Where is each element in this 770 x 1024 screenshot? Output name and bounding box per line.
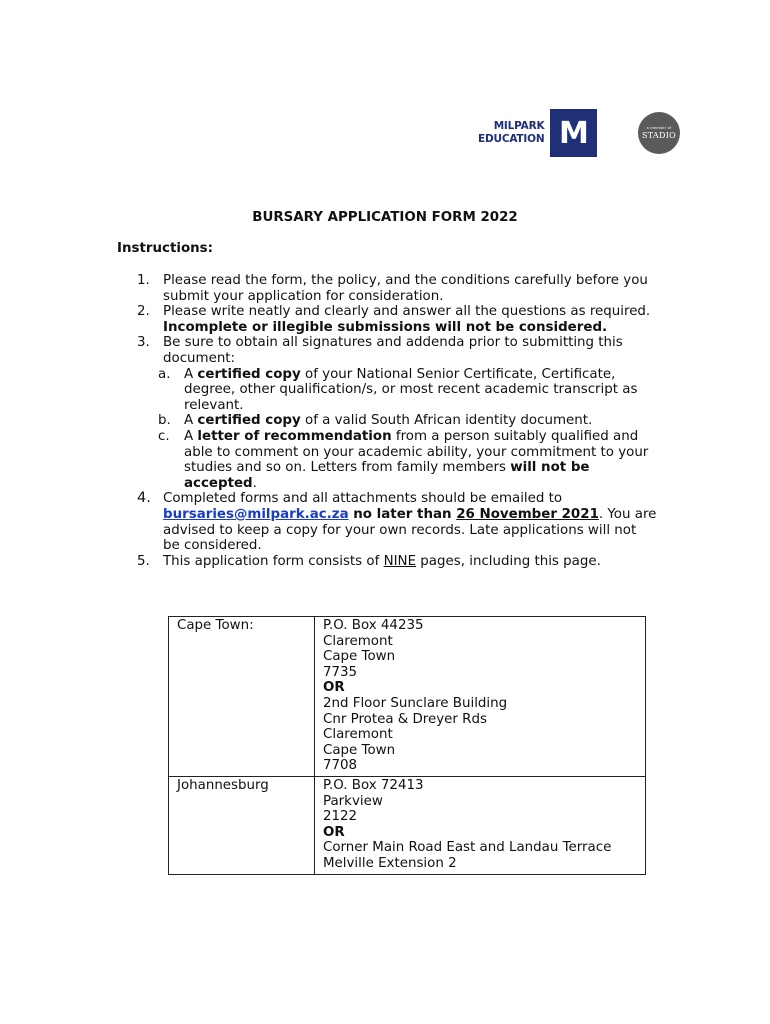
office-row	[169, 776, 646, 874]
sub-item-c	[158, 429, 657, 491]
instruction-item-1	[137, 273, 657, 304]
address-line: Claremont	[323, 727, 393, 743]
sub-item-bold: certified copy	[197, 366, 301, 382]
sub-item-b	[158, 413, 657, 429]
item-text: pages, including this page.	[416, 553, 601, 569]
sub-item-text: A	[184, 366, 198, 382]
sub-item-a	[158, 367, 657, 414]
instruction-item-2	[137, 304, 657, 335]
address-line: 7735	[323, 664, 358, 680]
address-line: Melville Extension 2	[323, 855, 457, 871]
sub-item-letter: b.	[158, 413, 171, 429]
address-line: Cnr Protea & Dreyer Rds	[323, 711, 487, 727]
instruction-item-4	[137, 491, 657, 553]
address-line: P.O. Box 44235	[323, 618, 424, 633]
address-line: Corner Main Road East and Landau Terrace	[323, 840, 612, 856]
milpark-logo	[478, 108, 597, 158]
item-text: Please read the form, the policy, and the conditions carefully before you submit your application for consideration.	[163, 273, 648, 304]
address-line: Cape Town	[323, 742, 396, 758]
address-or: OR	[323, 680, 345, 696]
item-text: . You are advised to keep a copy for your own records. Late applications will not be considered.	[163, 506, 657, 554]
logo-line-1: MILPARK	[493, 120, 545, 132]
logo-m-mark: M	[550, 109, 597, 157]
sub-item-bold: certified copy	[197, 413, 301, 429]
instruction-item-3	[137, 335, 657, 366]
address-line: Cape Town	[323, 649, 396, 665]
item-number: 2.	[137, 304, 150, 320]
sub-item-bold: will not be accepted	[184, 460, 590, 491]
page-count: NINE	[383, 553, 417, 569]
address-line: 2122	[323, 809, 358, 825]
logo-line-2: EDUCATION	[478, 133, 545, 145]
seal-small-text: a member of	[646, 126, 672, 130]
item-text: Completed forms and all attachments should be emailed to	[163, 491, 563, 507]
item-number: 1.	[137, 273, 150, 288]
sub-item-text: of a valid South African identity document.	[300, 413, 593, 429]
office-address	[315, 776, 646, 874]
item-text: Be sure to obtain all signatures and addenda prior to submitting this document:	[163, 335, 623, 366]
logo-wordmark	[478, 120, 544, 146]
office-city: Johannesburg	[169, 776, 315, 874]
item-bold-text: Incomplete or illegible submissions will not be considered.	[163, 319, 608, 335]
address-line: Parkview	[323, 793, 383, 809]
office-row	[169, 617, 646, 777]
address-line: 2nd Floor Sunclare Building	[323, 695, 508, 711]
item-number: 3.	[137, 335, 150, 351]
form-title: BURSARY APPLICATION FORM 2022	[252, 210, 518, 225]
deadline-date: 26 November 2021	[456, 506, 599, 522]
item-bold-text: no later than	[348, 506, 457, 522]
office-address-table	[168, 616, 646, 875]
item-number: 4.	[137, 490, 151, 507]
instructions-heading: Instructions:	[117, 241, 214, 256]
address-line: P.O. Box 72413	[323, 777, 424, 793]
seal-big-text: STADIO	[641, 131, 677, 140]
item-text: Please write neatly and clearly and answer all the questions as required.	[163, 304, 651, 320]
address-line: Claremont	[323, 633, 393, 649]
address-line: 7708	[323, 758, 358, 774]
sub-item-letter: c.	[158, 428, 170, 444]
sub-item-text: A	[184, 428, 198, 444]
instructions-list	[137, 273, 657, 569]
instruction-item-5	[137, 554, 657, 570]
sub-item-text: of your National Senior Certificate, Certificate, degree, other qualification/s, or most recent academic transcript as relevant.	[184, 366, 638, 413]
office-address	[315, 617, 646, 777]
sub-item-text: A	[184, 413, 198, 429]
stadio-seal-logo	[638, 112, 680, 154]
sub-item-text: .	[252, 475, 257, 491]
address-or: OR	[323, 824, 345, 840]
sub-item-letter: a.	[158, 366, 171, 382]
item-text: This application form consists of	[163, 553, 384, 569]
bursary-email-link[interactable]: bursaries@milpark.ac.za	[163, 506, 349, 522]
item-number: 5.	[137, 553, 150, 569]
office-city: Cape Town:	[169, 617, 315, 777]
sub-item-bold: letter of recommendation	[197, 428, 392, 444]
sub-item-text: from a person suitably qualified and able to comment on your academic ability, your commitment to your studies and so on. Letters from family members	[184, 428, 649, 476]
